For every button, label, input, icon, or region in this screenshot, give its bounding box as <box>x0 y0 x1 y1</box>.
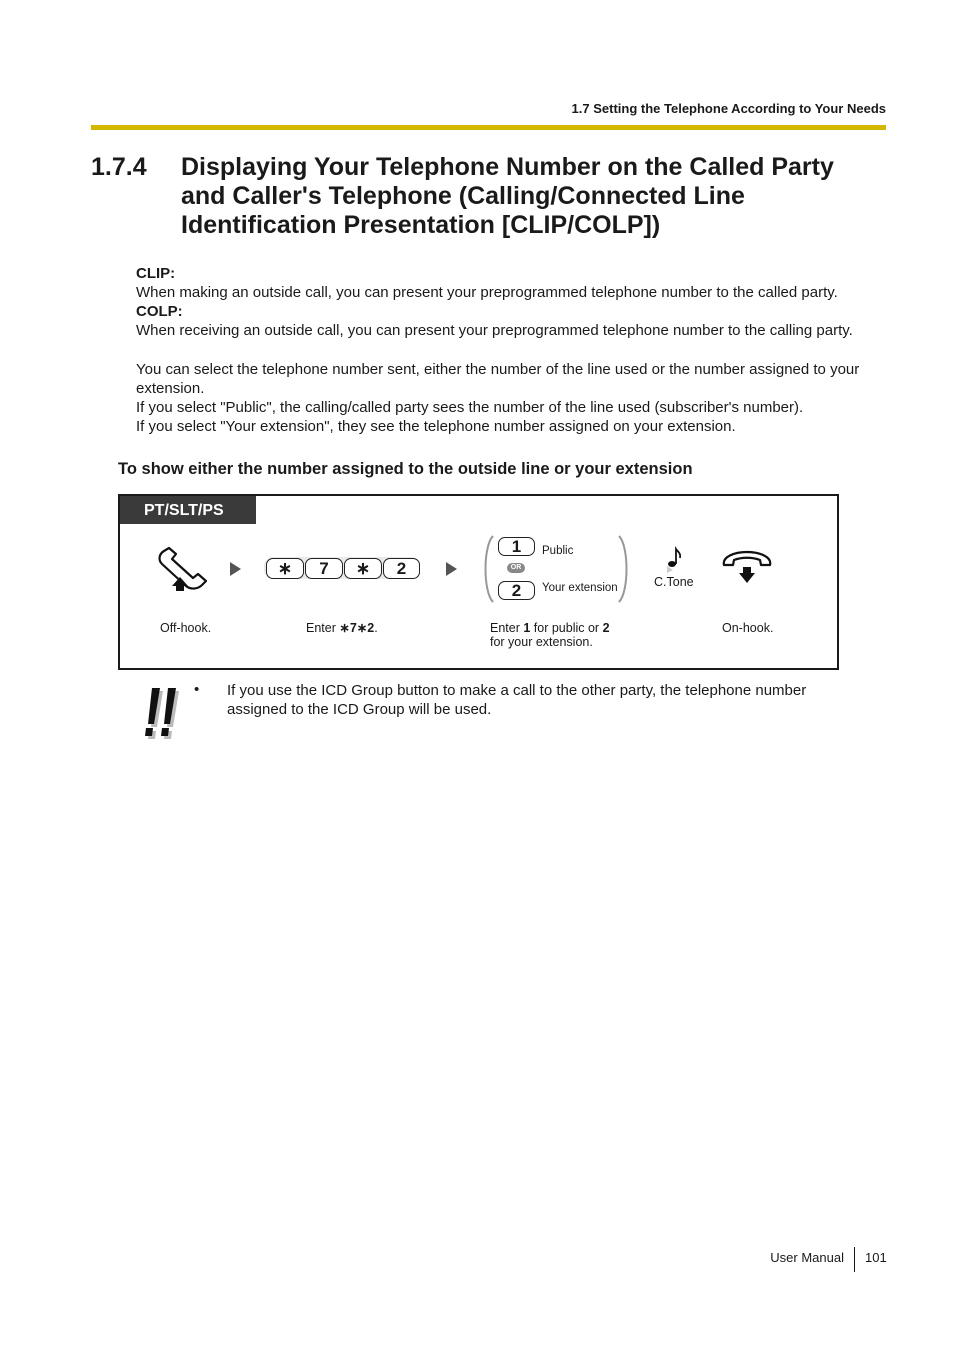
device-tab: PT/SLT/PS <box>120 496 256 524</box>
clip-text: When making an outside call, you can present your preprogrammed telephone number to the called party. <box>136 284 838 301</box>
selection-info <box>136 360 896 436</box>
note-text: If you use the ICD Group button to make a call to the other party, the telephone number assigned to the ICD Group will be used. <box>227 682 807 718</box>
caption-choice-a: Enter <box>490 621 524 635</box>
step-arrow-icon <box>446 562 457 576</box>
key-star: ∗ <box>344 558 382 579</box>
footer-label: User Manual <box>770 1250 844 1265</box>
or-badge: OR <box>507 563 525 573</box>
caption-enter-code <box>306 621 378 635</box>
on-hook-icon <box>720 549 776 585</box>
caption-offhook: Off-hook. <box>160 621 212 635</box>
para-extension: If you select "Your extension", they see the telephone number assigned on your extension. <box>136 418 736 435</box>
para-select: You can select the telephone number sent, either the number of the line used or the number assigned to your extension. <box>136 361 860 397</box>
warning-icon <box>140 686 184 742</box>
caption-enter-suffix: . <box>374 621 378 635</box>
clip-label: CLIP: <box>136 265 176 282</box>
colp-label: COLP: <box>136 303 183 320</box>
section-title: Displaying Your Telephone Number on the Called Party and Caller's Telephone (Calling/Connected Line Identification Presentation [CLIP/COLP]) <box>181 153 834 239</box>
step-arrow-icon <box>230 562 241 576</box>
header-rule <box>91 125 886 130</box>
footer-divider <box>854 1247 855 1272</box>
key-star: ∗ <box>266 558 304 579</box>
caption-choice-e: for your extension. <box>490 635 593 649</box>
colp-text: When receiving an outside call, you can present your preprogrammed telephone number to the calling party. <box>136 322 853 339</box>
running-header: 1.7 Setting the Telephone According to Your Needs <box>571 101 886 116</box>
choice-public-label: Public <box>542 545 574 557</box>
key-2: 2 <box>383 558 420 579</box>
clip-definition <box>136 264 896 340</box>
caption-enter-prefix: Enter <box>306 621 340 635</box>
choice-extension-label: Your extension <box>542 582 618 594</box>
off-hook-icon <box>156 546 212 592</box>
page-number: 101 <box>865 1250 887 1265</box>
procedure-heading: To show either the number assigned to the outside line or your extension <box>118 460 693 478</box>
tone-label: C.Tone <box>654 575 694 589</box>
caption-choice-d: 2 <box>602 621 610 635</box>
key-7: 7 <box>305 558 343 579</box>
note-bullet: • <box>194 681 200 698</box>
caption-choice-b: 1 <box>523 621 531 635</box>
caption-choice-c: for public or <box>530 621 603 635</box>
section-number: 1.7.4 <box>91 153 147 181</box>
key-2: 2 <box>498 581 535 600</box>
caption-onhook: On-hook. <box>722 621 774 635</box>
caption-choice <box>490 621 660 649</box>
confirmation-tone-icon <box>664 546 684 574</box>
key-1: 1 <box>498 537 535 556</box>
para-public: If you select "Public", the calling/called party sees the number of the line used (subscriber's number). <box>136 399 804 416</box>
caption-enter-code-value: ∗7∗2 <box>339 621 375 635</box>
